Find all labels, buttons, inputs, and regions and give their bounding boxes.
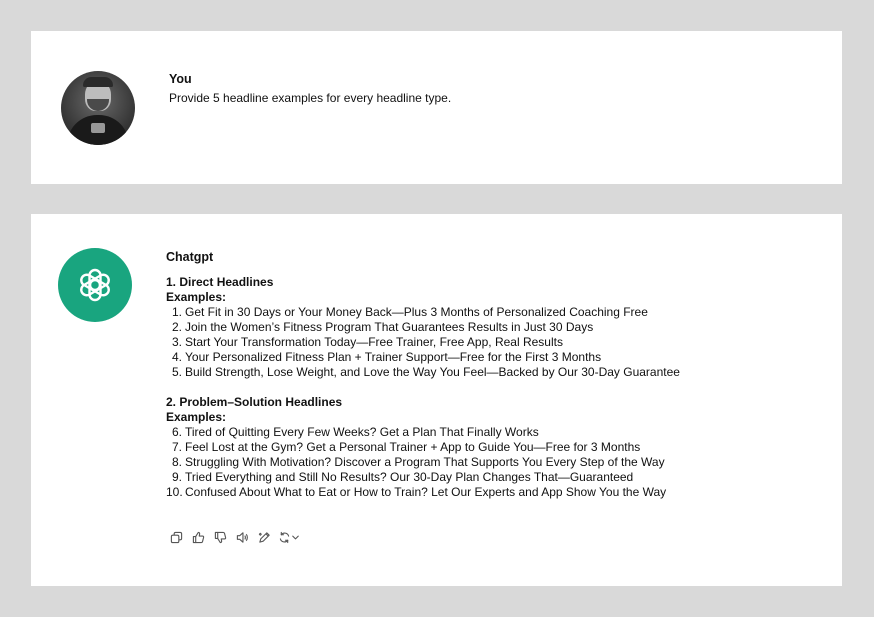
section-subtitle: Examples: xyxy=(166,410,227,424)
thumbs-down-icon[interactable] xyxy=(212,529,228,545)
section-direct-headlines xyxy=(166,275,816,380)
regenerate-icon[interactable] xyxy=(278,529,302,545)
list-item xyxy=(166,455,816,470)
list-text: Build Strength, Lose Weight, and Love the Way You Feel—Backed by Our 30-Day Guarantee xyxy=(185,365,680,379)
list-item xyxy=(166,470,816,485)
list-number: 10. xyxy=(166,485,183,499)
list-text: Get Fit in 30 Days or Your Money Back—Plus 3 Months of Personalized Coaching Free xyxy=(185,305,648,319)
list-item xyxy=(166,485,816,500)
speaker-icon[interactable] xyxy=(234,529,250,545)
user-sender-name: You xyxy=(169,72,192,86)
section-subtitle: Examples: xyxy=(166,290,227,304)
section-title: 2. Problem–Solution Headlines xyxy=(166,395,343,409)
chatgpt-logo-icon xyxy=(58,248,132,322)
list-item xyxy=(166,365,816,380)
edit-icon[interactable] xyxy=(256,529,272,545)
user-avatar xyxy=(61,71,135,145)
list-text: Join the Women’s Fitness Program That Guarantees Results in Just 30 Days xyxy=(185,320,594,334)
section-title: 1. Direct Headlines xyxy=(166,275,274,289)
list-number: 1. xyxy=(171,305,182,319)
list-item xyxy=(166,440,816,455)
list-number: 5. xyxy=(171,365,182,379)
list-text: Start Your Transformation Today—Free Trainer, Free App, Real Results xyxy=(185,335,563,349)
copy-icon[interactable] xyxy=(168,529,184,545)
list-item xyxy=(166,350,816,365)
list-text: Confused About What to Eat or How to Train? Let Our Experts and App Show You the Way xyxy=(185,485,667,499)
assistant-sender-name: Chatgpt xyxy=(166,250,214,264)
list-number: 2. xyxy=(171,320,182,334)
list-item xyxy=(166,305,816,320)
assistant-message-content xyxy=(166,275,816,500)
assistant-message-card xyxy=(31,214,842,586)
list-number: 6. xyxy=(171,425,182,439)
list-text: Tried Everything and Still No Results? Our 30-Day Plan Changes That—Guaranteed xyxy=(185,470,634,484)
thumbs-up-icon[interactable] xyxy=(190,529,206,545)
list-text: Your Personalized Fitness Plan + Trainer Support—Free for the First 3 Months xyxy=(185,350,602,364)
list-item xyxy=(166,320,816,335)
section-problem-solution-headlines xyxy=(166,395,816,500)
list-number: 9. xyxy=(171,470,182,484)
list-text: Tired of Quitting Every Few Weeks? Get a Plan That Finally Works xyxy=(185,425,539,439)
user-message-text: Provide 5 headline examples for every headline type. xyxy=(169,91,452,105)
list-text: Struggling With Motivation? Discover a Program That Supports You Every Step of the Way xyxy=(185,455,665,469)
list-number: 3. xyxy=(171,335,182,349)
list-number: 8. xyxy=(171,455,182,469)
list-item xyxy=(166,335,816,350)
list-number: 7. xyxy=(171,440,182,454)
user-message-card xyxy=(31,31,842,184)
message-actions-toolbar xyxy=(168,529,302,545)
list-text: Feel Lost at the Gym? Get a Personal Trainer + App to Guide You—Free for 3 Months xyxy=(185,440,641,454)
list-item xyxy=(166,425,816,440)
list-number: 4. xyxy=(171,350,182,364)
